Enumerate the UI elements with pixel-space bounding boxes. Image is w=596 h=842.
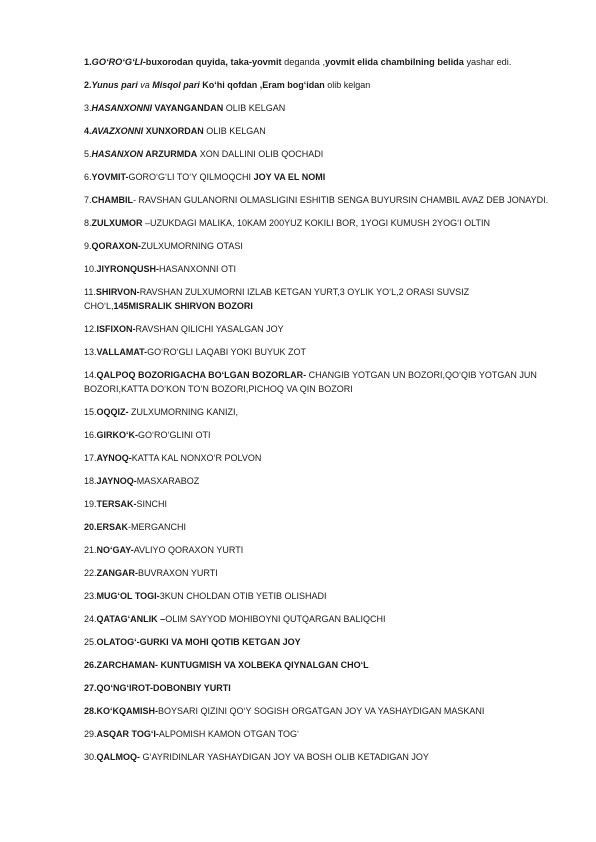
text-segment: NO‘GAY- [96,545,134,555]
text-segment: Yunus pari [91,80,138,90]
text-segment: HASANXONNI OTI [159,264,237,274]
list-item [84,727,554,741]
text-segment: SHIRVON- [95,287,140,297]
text-segment: AYNOQ- [96,453,132,463]
list-item [84,124,554,138]
text-segment: XUNXORDAN [143,126,204,136]
text-segment: BOYSARI QIZINI QO‘Y SOGISH ORGATGAN JOY VA YASHAYDIGAN MASKANI [158,706,485,716]
text-segment: GO‘RO‘GLINI OTI [138,430,211,440]
text-segment: RAVSHAN ZULXUMORNI IZLAB KETGAN YURT,3 OYLIK YO‘L,2 ORASI SUVSIZ CHO‘L, [84,287,470,311]
text-segment: 28.KO‘KQAMISH- [84,706,159,716]
text-segment: TERSAK- [96,499,137,509]
text-segment: 20.ERSAK [84,522,129,532]
text-segment: 14. [84,370,97,380]
text-segment: 3KUN CHOLDAN OTIB YETIB OLISHADI [159,591,327,601]
list-item [84,285,554,313]
list-item [84,216,554,230]
list-item [84,704,554,718]
text-segment: HASANXONNI [91,103,153,113]
list-item [84,55,554,69]
list-item [84,262,554,276]
text-segment: ZULXUMOR [91,218,143,228]
list-item [84,239,554,253]
text-segment: Ko‘hi qofdan ,Eram bog‘idan [199,80,325,90]
text-segment: ISFIXON- [96,324,136,334]
text-segment: 19. [84,499,97,509]
text-segment: -MERGANCHI [128,522,187,532]
list-item [84,635,554,649]
list-item [84,497,554,511]
list-item [84,520,554,534]
text-segment: G‘AYRIDINLAR YASHAYDIGAN JOY VA BOSH OLIB KETADIGAN JOY [140,752,429,762]
list-item [84,170,554,184]
text-segment: SINCHI [136,499,168,509]
text-segment: 7. [84,195,92,205]
text-segment: 9. [84,241,92,251]
text-segment: - RAVSHAN GULANORNI OLMASLIGINI ESHITIB SENGA BUYURSIN CHAMBIL AVAZ DEB JONAYDI. [133,195,549,205]
list-item [84,101,554,115]
text-segment: 29. [84,729,97,739]
text-segment: GIRKO‘K- [96,430,139,440]
text-segment: 27.QO‘NG‘IROT-DOBONBIY YURTI [84,683,231,693]
text-segment: 24. [84,614,97,624]
text-segment: CHANGIB YOTGAN UN BOZORI,QO‘QIB YOTGAN JUN BOZORI,KATTA DO‘KON TO‘N BOZORI,PICHOQ VA QIN BOZORI [84,370,537,394]
text-segment: ASQAR TOG‘I- [96,729,159,739]
text-segment: JAYNOQ- [96,476,137,486]
text-segment: 11. [84,287,96,297]
text-segment: 145MISRALIK SHIRVON BOZORI [113,301,253,311]
text-segment: 13. [84,347,97,357]
list-item [84,658,554,672]
list-item [84,78,554,92]
text-segment: 10. [84,264,97,274]
text-segment: JOY VA EL NOMI [253,172,326,182]
text-segment: 30. [84,752,97,762]
list-item [84,405,554,419]
text-segment: RAVSHAN QILICHI YASALGAN JOY [135,324,284,334]
text-segment: GO‘RO‘GLI LAQABI YOKI BUYUK ZOT [147,347,307,357]
text-segment: QORAXON- [91,241,142,251]
text-segment: QALPOQ BOZORIGACHA BO‘LGAN BOZORLAR- [96,370,307,380]
list-item [84,543,554,557]
text-segment: 4. [84,126,92,136]
text-segment: QALMOQ- [96,752,141,762]
text-segment: Misqol pari [152,80,200,90]
glossary-list [84,55,554,764]
text-segment: yovmit elida chambilning belida [325,57,464,67]
text-segment: OLIM SAYYOD MOHIBOYNI QUTQARGAN BALIQCHI [165,614,386,624]
list-item [84,681,554,695]
text-segment: 22. [84,568,97,578]
text-segment: ZULXUMORNING OTASI [141,241,243,251]
list-item [84,750,554,764]
text-segment: 12. [84,324,97,334]
list-item [84,345,554,359]
text-segment: 17. [84,453,97,463]
list-item [84,368,554,396]
list-item [84,193,554,207]
text-segment: –UZUKDAGI MALIKA, 10KAM 200YUZ KOKILI BOR, 1YOGI KUMUSH 2YOG‘I OLTIN [142,218,490,228]
list-item [84,428,554,442]
text-segment: 5. [84,149,92,159]
text-segment: 23. [84,591,97,601]
text-segment: 1. [84,57,92,67]
text-segment: HASANXON [91,149,144,159]
list-item [84,147,554,161]
list-item [84,322,554,336]
text-segment: AVLIYO QORAXON YURTI [133,545,244,555]
text-segment: va [137,80,153,90]
text-segment: 25. [84,637,97,647]
text-segment: OQQIZ- [96,407,129,417]
text-segment: VAYANGANDAN [152,103,224,113]
text-segment: ALPOMISH KAMON OTGAN TOG‘ [158,729,300,739]
text-segment: 15. [84,407,97,417]
list-item [84,612,554,626]
list-item [84,474,554,488]
text-segment: 26.ZARCHAMAN- KUNTUGMISH VA XOLBEKA QIYNALGAN CHO‘L [84,660,369,670]
text-segment: XON DALLINI OLIB QOCHADI [197,149,324,159]
text-segment: ARZURMDA [143,149,198,159]
text-segment: MASXARABOZ [136,476,200,486]
list-item [84,589,554,603]
text-segment: deganda , [281,57,326,67]
text-segment: 2. [84,80,92,90]
text-segment: OLATOG‘-GURKI VA MOHI QOTIB KETGAN JOY [96,637,301,647]
text-segment: OLIB KELGAN [223,103,286,113]
text-segment: JIYRONQUSH- [96,264,160,274]
list-item [84,451,554,465]
text-segment: KATTA KAL NONXO‘R POLVON [131,453,262,463]
text-segment: ZULXUMORNING KANIZI, [128,407,239,417]
text-segment: ZANGAR- [96,568,139,578]
text-segment: 8. [84,218,92,228]
text-segment: yashar edi. [463,57,512,67]
text-segment: 6. [84,172,92,182]
text-segment: GORO‘G‘LI TO‘Y QILMOQCHI [128,172,254,182]
text-segment: YOVMIT- [91,172,129,182]
text-segment: 21. [84,545,97,555]
text-segment: 3. [84,103,92,113]
text-segment: QATAG‘ANLIK – [96,614,166,624]
text-segment: 16. [84,430,97,440]
document-page [84,55,554,773]
text-segment: olib kelgan [324,80,371,90]
text-segment: OLIB KELGAN [203,126,266,136]
text-segment: BUVRAXON YURTI [138,568,218,578]
text-segment: -buxorodan quyida, taka-yovmit [142,57,282,67]
text-segment: MUG‘OL TOGI- [96,591,160,601]
text-segment: AVAZXONNI [91,126,144,136]
text-segment: GO‘RO‘G‘LI [91,57,143,67]
text-segment: VALLAMAT- [96,347,148,357]
list-item [84,566,554,580]
text-segment: 18. [84,476,97,486]
text-segment: CHAMBIL [91,195,134,205]
